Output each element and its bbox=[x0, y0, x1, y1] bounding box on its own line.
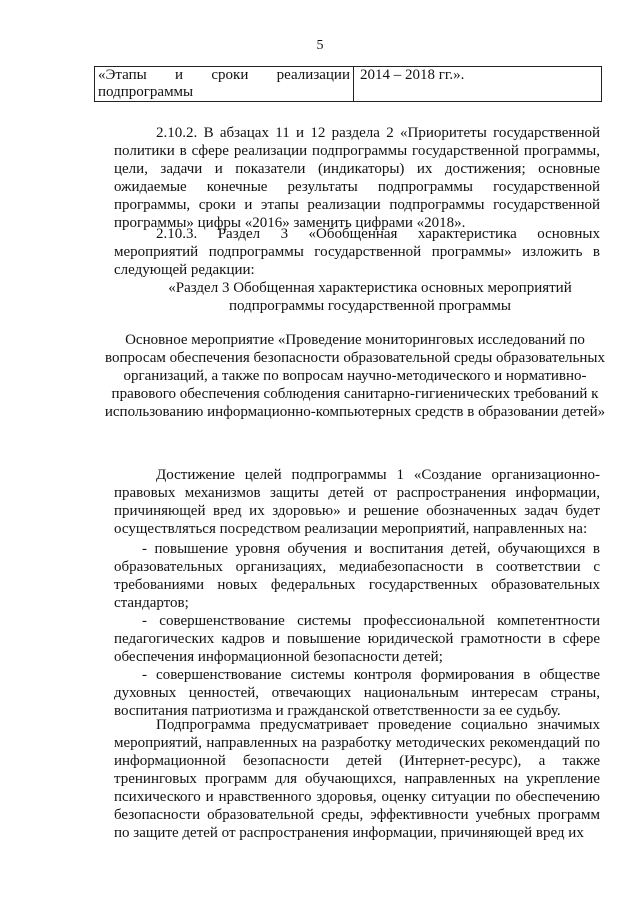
section-heading-block bbox=[150, 279, 590, 315]
table-row bbox=[95, 67, 602, 102]
label-word: реализации bbox=[276, 67, 350, 83]
table-row-label-line1 bbox=[98, 67, 350, 84]
measure-heading-block bbox=[100, 331, 610, 421]
list-item: - повышение уровня обучения и воспитания детей, обучающихся в образовательных организациях, медиабезопасности в соответствии с требованиями новых федеральных государственных образовательных стандартов; bbox=[114, 541, 600, 611]
label-word: «Этапы bbox=[98, 67, 147, 83]
paragraph-2-10-3-block bbox=[114, 225, 600, 279]
paragraph-2-10-3: 2.10.3. Раздел 3 «Обобщенная характеристика основных мероприятий подпрограммы государственной программы» изложить в следующей редакции: bbox=[114, 226, 600, 278]
achievement-paragraph: Достижение целей подпрограммы 1 «Создание организационно-правовых механизмов защиты детей от распространения информации, причиняющей вред их здоровью» и решение обозначенных задач будет осуществляться посредством реализации мероприятий, направленных на: bbox=[114, 467, 600, 537]
section-heading: «Раздел 3 Обобщенная характеристика основных мероприятий подпрограммы государственной программы bbox=[168, 280, 572, 314]
paragraph-2-10-2: 2.10.2. В абзацах 11 и 12 раздела 2 «Приоритеты государственной политики в сфере реализации подпрограммы государственной программы, цели, задачи и показатели (индикаторы) их достижения; основные ожидаемые конечные результаты подпрограммы государственной программы, сроки и этапы реализации подпрограммы государственной программы» цифры «2016» заменить цифрами «2018». bbox=[114, 125, 600, 231]
paragraph-2-10-2-block bbox=[114, 124, 600, 232]
label-word: и bbox=[175, 67, 184, 83]
stages-table bbox=[94, 66, 602, 102]
page-number: 5 bbox=[316, 38, 324, 53]
list-item: - совершенствование системы контроля формирования в обществе духовных ценностей, отвечающих национальным интересам страны, воспитания патриотизма и гражданской ответственности за ее судьбу. bbox=[114, 667, 600, 719]
measure-heading: Основное мероприятие «Проведение мониторинговых исследований по вопросам обеспечения безопасности образовательной среды образовательных организаций, а также по вопросам научно-методического и нормативно-правового обеспечения соблюдения санитарно-гигиенических требований к использованию информационно-компьютерных средств в образовании детей» bbox=[104, 332, 606, 420]
achievement-block bbox=[114, 466, 600, 538]
list-block bbox=[114, 540, 600, 720]
subprogram-block bbox=[114, 716, 600, 842]
label-word: сроки bbox=[211, 67, 249, 83]
table-row-label-line2: подпрограммы bbox=[98, 84, 194, 100]
table-row-value: 2014 – 2018 гг.». bbox=[354, 67, 602, 102]
table-row-label bbox=[95, 67, 354, 102]
subprogram-paragraph: Подпрограмма предусматривает проведение социально значимых мероприятий, направленных на разработку методических рекомендаций по информационной безопасности детей (Интернет-ресурс), а также тренинговых программ для обучающихся, направленных на укрепление психического и нравственного здоровья, оценку ситуации по обеспечению безопасности образовательной среды, эффективности учебных программ по защите детей от распространения информации, причиняющей вред их bbox=[114, 717, 600, 841]
list-item: - совершенствование системы профессиональной компетентности педагогических кадров и повышение юридической грамотности в сфере обеспечения информационной безопасности детей; bbox=[114, 613, 600, 665]
